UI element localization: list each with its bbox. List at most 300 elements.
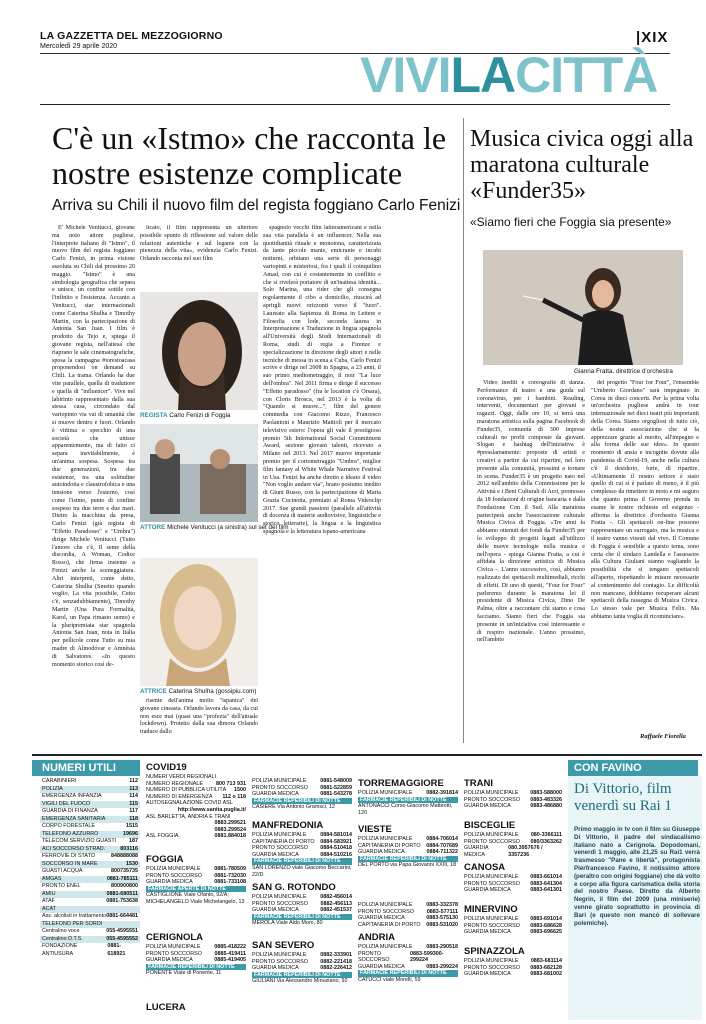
phone-number: 0881-543278 xyxy=(320,791,352,798)
numeri-utili-label: PRONTO ENEL xyxy=(42,883,81,889)
phone-label: GUARDIA MEDICA xyxy=(146,957,193,964)
phone-number: 0883.299524 xyxy=(214,826,246,833)
numeri-utili-row xyxy=(40,891,140,899)
side-column-2: del progetto "Four for Four", l'ensemble "Umberto Giordano" sarà impegnato in Corea in dieci concerti. Per la prima volta un'orchestra pugliese andrà in tour internazionale nei dieci teatri più importanti della Corea. Siamo orgogliosi di tutto ciò, della nostra associazione che si fa apprezzare grazie al merito, all'impegno e alla forma delle sue idee». In questo momento di ansia e incognite dovute alla pandemia di Covid-19, anche nella cultura c'è il desiderio, forte, di ripartire. «Ultimamente il nostro settore è stato quello di cui si è parlato di meno, è il più complesso da rimettere in moto e mi auguro che quanto prima il Governo prenda in esame le nostre richieste ed esigenze - afferma la direttrice d'orchestra Gianna Fratta -. Gli spettacoli on-line possono rappresentare un surrogato, ma la musica e il teatro vanno vissuti dal vivo. Il Comune di Foggia è sensibile a questo tema, sono certa che il sindaco Landella e l'assessore alla Cultura Giuliani stanno vagliando la possibilità che si tengano spettacoli all'aperto, rispettando le misure necessarie al contenimento del contagio. Le difficoltà non mancano, dobbiamo recuperare alcuni spettacoli della rassegna di Musica Civica. Lo stesso vale per Musica Felix. Ma abbiamo tanta voglia di ricominciare». xyxy=(591,380,699,620)
phone-row xyxy=(358,790,458,797)
phone-number: 0884-711322 xyxy=(426,849,458,856)
phone-row xyxy=(464,881,562,888)
film-set-icon xyxy=(140,424,258,522)
phone-number: 0883-531020 xyxy=(426,921,458,928)
phone-row xyxy=(464,916,562,923)
phone-number: 0883-290518 xyxy=(426,944,458,950)
phone-label: POLIZIA MUNICIPALE xyxy=(252,952,307,958)
city-name: MANFREDONIA xyxy=(252,820,324,831)
photo-actor-caption: ATTORE Michele Venitucci (a sinistra) sul set del film xyxy=(140,524,289,531)
numeri-utili-row xyxy=(40,868,140,876)
block-trani xyxy=(464,776,562,810)
numeri-utili-number: 848888088 xyxy=(111,853,138,859)
numeri-utili-number: 800735735 xyxy=(111,868,138,874)
pharmacy-address: ANTONACCI Corso Giacomo Matteotti, 120 xyxy=(358,803,453,816)
main-column-3: spagnolo vecchi film latinoamericani e nella sua vita parallela è un influencer. Nella sua quotidianità rituale e monotona, caratterizzata da tante piccole manie, emicranie e incubi notturni, orbitano una serie di personaggi variopinti e misteriosi, fra i quali il coinquilino Amad, con cui è costantemente in conflitto e che si rivelerà portatore di un'inattesa identità... Solo Marina, una rider che gli consegna regolarmente il cibo a domicilio, riuscirà ad aprirgli nuovi orizzonti verso il "fuori". Laureato alla Sapienza di Roma in Lettere e Filosofia con lode, seconda laurea in Interpretazione e Traduzione in lingua spagnola all'Università degli Studi Internazionali di Roma, studi di regia a Firenze e specializzazione in direzione degli attori e nelle tecniche di messa in scena a Cuba, Carlo Fenizi scrive e dirige nel 2008 in Spagna, a 23 anni, il suo primo mediometraggio, il noir "La luce dell'ombra". Nel 2011 firma e dirige il successo "Effetto paradosso" (fra le location c'è Orsara), con Cloris Brosca, nel 2013 è la volta di "Quando si muore...", film del genere commedia con Giacomo Rizzo, Francesco Paolantoni e Maurizio Mattioli per il mercato televisivo estero: l'opera gli vale il prestigioso premio 5th International Social Commitment Award, sezione giovani talenti, ricevuto a Milano nel 2013. Nel 2017 muove importante premio per il cortometraggio "Umbra", miglior film fantasy al White Whale Narrative Festival in Usa. Fenizi ha anche diretto e ideato il video "Non voglio andare via", brano postumo inedito di Giuni Russo, con la partecipazione di Maria Grazia Cucinotta, premiato al Roma Videoclip 2017. Sue grandi passioni (parallele all'attività di docenza di materie audiovisive, linguistiche e storico letterarie), la lingua e la linguistica spagnola e la letteratura ispano-americana xyxy=(263,225,381,536)
pharmacy-address: CASIERE Via Antonio Gramsci, 12 xyxy=(252,804,335,811)
confavino-body: Primo maggio in tv con il film su Giuseppe Di Vittorio, il padre del sindacalismo italiano nato a Cerignola. Dopodomani, venerdì 1 maggio, alle 21,25 su Rai1 verrà trasmesso "Pane e libertà", protagonista Pierfrancesco Favino, il notissimo attore (peraltro con origini foggiane) che dà volto e corpo alla figura carismatica della storia del nostro Paese. Diretto da Alberto Negrin, il film del 2009 (una miniserie) venne girato soprattutto in provincia di Bari (e questo non mancò di sollevare polemiche). xyxy=(574,826,700,927)
phone-row xyxy=(146,800,246,807)
confavino-label: CON FAVINO xyxy=(568,760,698,776)
pharmacy-address: CATUCCI viale Morelli, 59 xyxy=(358,976,421,983)
phone-label: GUARDIA MEDICA xyxy=(252,965,299,972)
main-column-2-bottom: risente dell'anima molto "ispanica" del giovane cineasta. Orlando lavora da casa, da cui non esce mai (quasi una "profezia" dell'attuale lockdown). Protetto dalla sua dimora Orlando traduce dallo xyxy=(140,698,258,736)
phone-row xyxy=(252,959,352,966)
masthead-title: LA GAZZETTA DEL MEZZOGIORNO xyxy=(40,30,223,42)
block-manfredonia xyxy=(252,818,352,878)
block-lucera-numbers xyxy=(252,778,352,811)
numeri-utili-number: 118 xyxy=(129,815,138,822)
photo-actress-caption: ATTRICE Caterina Shulha (gossipiu.com) xyxy=(140,688,257,695)
phone-label: PRONTO SOCCORSO xyxy=(358,950,390,964)
phone-label: CAPITANERIA DI PORTO xyxy=(252,838,315,845)
block-vieste-2 xyxy=(358,902,458,928)
phone-number: 080/3363262 xyxy=(530,838,562,845)
phone-number: 0882-451537 xyxy=(320,907,352,914)
phone-row xyxy=(146,951,246,958)
numeri-utili-label: POLIZIA xyxy=(42,785,63,792)
main-column-2-top: licato, il film rappresenta un ulteriore possibile spunto di riflessione sul valore delle relazioni autentiche e sul legame con la pienezza della vita», evidenzia Carlo Fenizi. Orlando racconta nel suo film xyxy=(140,225,258,263)
phone-label: PRONTO SOCCORSO xyxy=(464,796,520,803)
phone-row xyxy=(252,901,352,908)
numeri-utili-number: 055-4595552 xyxy=(106,935,138,942)
phone-number: 112 o 118 xyxy=(222,793,246,800)
phone-number: 0883-486880 xyxy=(530,803,562,810)
phone-row xyxy=(252,832,352,839)
numeri-utili-row xyxy=(40,838,140,846)
phone-number: 0882-456113 xyxy=(320,900,352,907)
block-san-giovanni xyxy=(252,880,352,927)
phone-row xyxy=(146,944,246,951)
city-name: SPINAZZOLA xyxy=(464,946,525,957)
phone-row xyxy=(252,852,352,859)
phone-row xyxy=(146,833,246,840)
phone-label: POLIZIA MUNICIPALE xyxy=(464,832,519,838)
phone-label: POLIZIA MUNICIPALE xyxy=(252,832,307,838)
phone-row xyxy=(252,952,352,959)
phone-number: 0883-599300-299224 xyxy=(410,950,444,964)
photo-director xyxy=(140,292,258,410)
numeri-utili-label: ACAT xyxy=(42,905,56,912)
phone-row xyxy=(358,922,458,929)
confavino-title: Di Vittorio, film venerdì su Rai 1 xyxy=(574,781,672,814)
phone-label: POLIZIA MUNICIPALE xyxy=(464,916,519,922)
main-subhead: Arriva su Chili il nuovo film del regista foggiano Carlo Fenizi xyxy=(52,197,461,214)
phone-number: 0883-641304 xyxy=(530,880,562,887)
phone-row xyxy=(464,839,562,846)
block-canosa xyxy=(464,860,562,894)
numeri-utili-row xyxy=(40,861,140,869)
phone-number: 0885-419405 xyxy=(214,957,246,964)
phone-row xyxy=(252,965,352,972)
numeri-utili-number: 0881-618921 xyxy=(107,943,126,957)
phone-label: POLIZIA MUNICIPALE xyxy=(358,790,413,796)
phone-row xyxy=(146,787,246,794)
phone-row xyxy=(358,944,458,951)
phone-row xyxy=(146,957,246,964)
phone-row xyxy=(358,964,458,971)
numeri-utili-number: 113 xyxy=(129,785,138,792)
numeri-utili-number: 055-4595551 xyxy=(106,928,138,934)
phone-label: PRONTO SOCCORSO xyxy=(252,845,308,852)
utilities-rule xyxy=(32,754,702,756)
photo-director-caption: REGISTA Carlo Fenizi di Foggia xyxy=(140,412,231,419)
block-bisceglie xyxy=(464,818,562,858)
main-headline: C'è un «Istmo» che racconta le nostre esistenze complicate xyxy=(52,120,447,191)
block-spinazzola xyxy=(464,944,562,978)
phone-number: 0883-332378 xyxy=(426,902,458,908)
numeri-utili-row xyxy=(40,853,140,861)
numeri-utili-number: 187 xyxy=(129,838,138,844)
phone-number: 0885-419411 xyxy=(214,950,246,957)
phone-row xyxy=(358,843,458,850)
phone-number: 0881-780509 xyxy=(214,866,246,872)
numeri-utili-row xyxy=(40,816,140,824)
numeri-utili-label: VIGILI DEL FUOCO xyxy=(42,800,91,807)
phone-row xyxy=(146,879,246,886)
city-name: SAN G. ROTONDO xyxy=(252,882,336,893)
page-number: |XIX xyxy=(636,29,669,46)
phone-number: 0884-583921 xyxy=(320,838,352,845)
numeri-utili-row xyxy=(40,898,140,906)
pharmacy-header: FARMACIE REPERIBILI DI NOTTE xyxy=(252,972,352,979)
phone-label: GUARDIA MEDICA xyxy=(358,963,405,970)
city-name: CANOSA xyxy=(464,862,506,873)
numeri-utili-number: 112 xyxy=(129,778,138,784)
phone-label: NUMERI VERDI REGIONALI xyxy=(146,774,217,780)
city-name: TRANI xyxy=(464,778,494,789)
phone-number: 0883-575130 xyxy=(426,915,458,922)
side-subhead: «Siamo fieri che Foggia sia presente» xyxy=(470,215,672,229)
phone-label: GUARDIA MEDICA xyxy=(464,845,489,858)
city-name: MINERVINO xyxy=(464,904,518,915)
phone-label: NUMERO DI EMERGENZA xyxy=(146,793,213,800)
numeri-utili-number: 117 xyxy=(129,808,138,814)
phone-label: GUARDIA MEDICA xyxy=(358,915,405,922)
block-torremaggiore xyxy=(358,776,458,816)
phone-label: PRONTO SOCCORSO xyxy=(252,900,308,907)
pharmacy-header: FARMACIE APERTE DI NOTTE xyxy=(146,886,246,893)
phone-number: 0881-548009 xyxy=(320,778,352,784)
phone-number: http://www.sanita.puglia.it/ xyxy=(177,806,246,813)
phone-number: 0884-707689 xyxy=(426,842,458,849)
pharmacy-header: FARMACIE REPERIBILI DI NOTTE xyxy=(252,914,352,921)
numeri-utili-row xyxy=(40,928,140,936)
photo-actor xyxy=(140,424,258,522)
numeri-utili-row xyxy=(40,778,140,786)
phone-row xyxy=(464,929,562,936)
phone-label: AUTOSEGNALAZIONE COVID ASL xyxy=(146,800,233,807)
phone-label: POLIZIA MUNICIPALE xyxy=(464,958,519,964)
phone-row xyxy=(146,873,246,880)
city-name: VIESTE xyxy=(358,824,392,835)
phone-number: 0882-221418 xyxy=(320,958,352,965)
phone-label: POLIZIA MUNICIPALE xyxy=(358,836,413,842)
phone-number: 0883-661014 xyxy=(530,874,562,880)
phone-label: POLIZIA MUNICIPALE xyxy=(252,894,307,900)
city-name: CERIGNOLA xyxy=(146,932,203,943)
phone-row xyxy=(464,790,562,797)
phone-number: 0883-299224 xyxy=(426,963,458,970)
numeri-utili-label: CORPO FORESTALE xyxy=(42,823,95,829)
phone-label: PRONTO SOCCORSO xyxy=(252,958,308,965)
phone-row xyxy=(252,791,352,798)
masthead-date: Mercoledì 29 aprile 2020 xyxy=(40,43,118,50)
phone-row xyxy=(464,874,562,881)
phone-label: CAPITANERIA DI PORTO xyxy=(358,842,421,849)
numeri-utili-label: FONDAZIONE ANTIUSURA xyxy=(42,943,78,957)
numeri-utili-number: 0881-753638 xyxy=(106,898,138,904)
numeri-utili-row xyxy=(40,793,140,801)
numeri-utili-row xyxy=(40,883,140,891)
phone-row xyxy=(358,902,458,909)
phone-number: 1500 xyxy=(234,787,246,794)
phone-number: 0881-522859 xyxy=(320,784,352,791)
phone-number: 0883-641301 xyxy=(530,887,562,894)
phone-number: 0884-706014 xyxy=(426,836,458,842)
block-cerignola xyxy=(146,930,246,977)
phone-label: PRONTO SOCCORSO xyxy=(464,880,520,887)
pharmacy-address: PONENTE Viale di Ponente, 11 xyxy=(146,970,222,977)
numeri-utili-list xyxy=(40,778,140,957)
city-name: COVID19 xyxy=(146,762,187,773)
phone-number: 0883-588000 xyxy=(530,790,562,796)
numeri-utili-label: TELECOM SERVIZIO GUASTI xyxy=(42,838,117,844)
numeri-utili-row xyxy=(40,921,140,929)
block-andria xyxy=(358,930,458,984)
phone-row xyxy=(464,797,562,804)
phone-label: GUARDIA MEDICA xyxy=(252,851,299,858)
phone-row xyxy=(146,866,246,873)
phone-label: PRONTO SOCCORSO xyxy=(252,784,308,791)
phone-label: POLIZIA MUNICIPALE xyxy=(146,866,201,872)
numeri-utili-label: Centralino voce xyxy=(42,928,80,934)
phone-row xyxy=(252,839,352,846)
numeri-utili-row xyxy=(40,801,140,809)
phone-row xyxy=(146,774,246,781)
phone-row xyxy=(464,923,562,930)
phone-label: GUARDIA MEDICA xyxy=(464,929,511,936)
side-headline: Musica civica oggi alla maratona culturale «Funder35» xyxy=(470,126,694,204)
block-minervino xyxy=(464,902,562,936)
phone-number: 080.3957676 / 3357236 xyxy=(508,845,543,858)
numeri-utili-row xyxy=(40,808,140,816)
phone-number: 0883.299521 xyxy=(214,820,246,827)
numeri-utili-number: 114 xyxy=(129,793,138,799)
phone-label: PRONTO SOCCORSO xyxy=(464,964,520,971)
numeri-utili-number: 19696 xyxy=(123,830,138,837)
phone-label: GUARDIA MEDICA xyxy=(146,879,193,886)
pharmacy-header: FARMACIE REPERIBILI DI NOTTE xyxy=(358,856,458,863)
phone-label: ASL BARLETTA, ANDRIA E TRANI xyxy=(146,813,231,820)
city-name: TORREMAGGIORE xyxy=(358,778,444,789)
phone-row xyxy=(464,887,562,894)
numeri-utili-row xyxy=(40,786,140,794)
block-lucera xyxy=(146,1000,246,1014)
phone-label: POLIZIA MUNICIPALE xyxy=(146,944,201,950)
phone-number: 0884-510216 xyxy=(320,851,352,858)
city-name: SAN SEVERO xyxy=(252,940,315,951)
photo-conductor xyxy=(483,250,683,365)
section-title: VIVILACITTÀ xyxy=(360,47,658,103)
pharmacy-header: FARMACIE REPERIBILI DI NOTTE xyxy=(252,798,352,805)
numeri-utili-number: 803116 xyxy=(120,845,138,852)
numeri-utili-number: 800900800 xyxy=(111,883,138,889)
phone-row xyxy=(358,915,458,922)
director-portrait-icon xyxy=(140,292,258,410)
numeri-utili-label: Ass. alcolisti in trattamento xyxy=(42,913,107,919)
phone-number: 0881.884018 xyxy=(214,833,246,840)
phone-label: PRONTO SOCCORSO xyxy=(146,872,202,879)
phone-number: 0884-510418 xyxy=(320,845,352,852)
numeri-utili-label: FERROVIE DI STATO xyxy=(42,853,96,859)
phone-number: 0883-681002 xyxy=(530,971,562,978)
main-column-1: E' Michele Venitucci, giovane ma noto attore pugliese, l'interprete italiano di "Istmo", il nuovo film del regista foggiano Carlo Fenizi, in prima visione assoluta su Chili dal prossimo 20 maggio. "Istmo" è una simbologia geografica che separa e unisce, un confine sottile con l'infinito e l'esistenza. Accanto a Venitucci, star internazionali come Caterina Shulha e Timothy Martin, con la partecipazione di Antonia San Juan. I film è prodotto da Tejo e, spiega il giovane regista, nell'attesa che riaprano le sale cinematografiche, sposa la campagna #iorestoacasa proponendosi on demand su Chili. La trama. Orlando ha due vite parallele, quella di traduttore e quella di "influencer". Vive nel labirinto rappresentato dalla sua stessa casa, circondato dal variopinto via vai di umanità che si muove dentro e fuori. Orlando è vittima e specchio di una società che unisce apparentemente, ma di fatto ci separa inevitabilmente, è un'anima sospesa. Sospesa tra due generazioni, tra due esistenze, tra una solitudine autoindotta e claustrofobica e una tensione verso l'esterno, così come l'istmo, punto di confine sospeso tra due terre e due mari. Dietro la macchina da presa, Carlo Fenizi (già regista di "Effetto Paradosso" e "Umbra") dirige Michele Venitucci (Tutto l'amore che c'è, Il seme della discordia, A Woman, Codice Rosso), che firma insieme a Fenizi anche la sceneggiatura. Altri interpreti, come detto, Caterina Shulha (Smetto quando voglio, La vita possibile, Cetto c'è, senzadubbiamente), Timothy Martin (Una Pura Formalità, Karol, un Papa rimasto uomo) e la pluripremiata star spagnola Antonia San Juan, nota in Italia per pellicole come Tutto su mia madre di Almodóvar e Amnèsia di Salvatores. «In questo momento storico così de- xyxy=(52,225,135,668)
pharmacy-address: MEROLA Viale Aldo Moro, 80 xyxy=(252,920,323,927)
city-name: BISCEGLIE xyxy=(464,820,516,831)
city-name: ANDRIA xyxy=(358,932,395,943)
phone-number: 800 713 931 xyxy=(216,780,246,787)
phone-row xyxy=(146,820,246,827)
phone-label: PRONTO SOCCORSO xyxy=(464,838,520,845)
numeri-utili-row xyxy=(40,943,140,957)
pharmacy-header: FARMACIE REPERIBILI DI NOTTE xyxy=(252,858,352,865)
numeri-utili-row xyxy=(40,876,140,884)
phone-row xyxy=(252,894,352,901)
phone-row xyxy=(358,909,458,916)
block-foggia xyxy=(146,852,246,906)
phone-row xyxy=(252,778,352,785)
conductor-icon xyxy=(483,250,683,365)
phone-label: GUARDIA MEDICA xyxy=(464,887,511,894)
phone-label: POLIZIA MUNICIPALE xyxy=(464,874,519,880)
phone-number: 0881-732030 xyxy=(214,872,246,879)
phone-label: NUMERO DI PUBBLICA UTILITÀ xyxy=(146,787,227,794)
numeri-utili-number: 1530 xyxy=(126,860,138,867)
phone-row xyxy=(252,785,352,792)
phone-number: 0883-686628 xyxy=(530,922,562,929)
phone-label: GUARDIA MEDICA xyxy=(252,907,299,914)
photo-actress xyxy=(140,558,258,686)
numeri-utili-label: TELEFONO PER SORDI xyxy=(42,920,103,927)
block-covid xyxy=(146,760,246,840)
numeri-utili-label: EMERGENZA INFANZIA xyxy=(42,793,102,799)
phone-number: 0883-483326 xyxy=(530,796,562,803)
phone-label: PRONTO SOCCORSO xyxy=(464,922,520,929)
phone-label: ASL FOGGIA xyxy=(146,833,179,840)
phone-number: 0885-418222 xyxy=(214,944,246,950)
phone-row xyxy=(146,807,246,814)
numeri-utili-number: 0881-664481 xyxy=(106,913,138,919)
actress-portrait-icon xyxy=(140,558,258,686)
numeri-utili-number: 1515 xyxy=(126,823,138,829)
phone-label: NUMERO REGIONALE xyxy=(146,780,203,787)
numeri-utili-label: SOCCORSO IN MARE xyxy=(42,860,98,867)
phone-number: 0883-577111 xyxy=(426,908,458,915)
side-column-1: Video inediti e coreografie di danza. Performance di teatro e una guida sul coronavirus, per i bambini. Reading, interventi, documentari per giovani e ragazzi. Oggi, dalle ore 10, si terrà una maratona artistica sulla pagina Facebook di Funder35, comunità di 300 imprese culturali no profit composte da giovani. Slogan e hashtag dell'iniziativa è #presslamamente: proposte di artisti e creativi a partire da cui ripartire, nel loro presente alla comunità, prossimi a tornare in scena. Funder35 è un progetto nato nel 2012 nell'ambito della Commissione per le Attività e i Beni Culturali di Acri, promosso da 18 fondazioni di origine bancaria e dalla Fondazione Con il Sud. Alla maratona parteciperà anche l'associazione culturale Musica Civica di Foggia. «Tre anni fa abbiamo ottenuti dei fondi da Funder35 per lo sviluppo di progetti legati all'utilizzo delle nuove tecnologie nella musica e nell'opera - spiega Gianna Fratta, a cui è affidata la direzione artistica di Musica Civica -. L'anno successivo, così, abbiamo realizzato dei spettacoli multimediali, ricchi di effetti. Di uno di questi, "Four for Four" parleremo durante la maratona lei il presidente di Musica Civica, Dino De Palma, oltre a raccontare chi siamo e cosa facciamo. Siamo fieri che Foggia sia presente in un'iniziativa così interessante e di respiro nazionale. L'anno prossimo, nell'ambito xyxy=(477,380,585,644)
numeri-utili-number: 0881-785111 xyxy=(106,875,138,882)
block-vieste xyxy=(358,822,458,869)
phone-label: GUARDIA MEDICA xyxy=(252,791,299,798)
pharmacy-address: DEL PORTO via Papa Giovanni XXIII, 18 xyxy=(358,862,457,869)
phone-number: 0883-696625 xyxy=(530,929,562,936)
phone-number: 0884-581014 xyxy=(320,832,352,838)
numeri-utili-label: GUARDIA DI FINANZA xyxy=(42,808,98,814)
phone-row xyxy=(464,971,562,978)
numeri-utili-label: ACI SOCCORSO STRAD. xyxy=(42,845,106,852)
numeri-utili-row xyxy=(40,823,140,831)
phone-number: 0882-391814 xyxy=(426,790,458,796)
phone-number: 0883-691014 xyxy=(530,916,562,922)
block-san-severo xyxy=(252,938,352,985)
phone-row xyxy=(146,794,246,801)
phone-label: POLIZIA MUNICIPALE xyxy=(358,902,413,908)
phone-row xyxy=(146,827,246,834)
phone-label: GUARDIA MEDICA xyxy=(464,971,511,978)
phone-row xyxy=(464,832,562,839)
phone-number: 0882-226412 xyxy=(320,965,352,972)
numeri-utili-row xyxy=(40,913,140,921)
phone-number: 0881-733108 xyxy=(214,879,246,886)
phone-label: CAPITANERIA DI PORTO xyxy=(358,921,421,928)
numeri-utili-label: ATAF xyxy=(42,898,55,904)
phone-number: 0882-456014 xyxy=(320,894,352,900)
phone-row xyxy=(464,965,562,972)
phone-number: 0883-682128 xyxy=(530,964,562,971)
phone-label: PRONTO SOCCORSO xyxy=(358,908,414,915)
phone-row xyxy=(464,803,562,810)
phone-label: POLIZIA MUNICIPALE xyxy=(358,944,413,950)
phone-row xyxy=(464,845,562,858)
phone-label: GUARDIA MEDICA xyxy=(358,849,405,856)
phone-label: POLIZIA MUNICIPALE xyxy=(464,790,519,796)
phone-row xyxy=(252,907,352,914)
phone-number: 0883-681114 xyxy=(530,958,562,964)
numeri-utili-title: NUMERI UTILI xyxy=(32,760,140,776)
pharmacy-header: FARMACIE REPERIBILI DI NOTTE xyxy=(358,970,458,977)
phone-row xyxy=(146,814,246,821)
phone-row xyxy=(464,958,562,965)
phone-number: 080-3366111 xyxy=(530,832,562,838)
numeri-utili-row xyxy=(40,846,140,854)
pharmacy-address: SAN LORENZO viale Giacomo Beccarini, 22/D xyxy=(252,864,352,878)
numeri-utili-label: CARABINIERI xyxy=(42,778,77,784)
numeri-utili-number: 0881-680511 xyxy=(106,890,138,897)
numeri-utili-label: AMGAS xyxy=(42,875,62,882)
pharmacy-address: GIULIANI Via Alessandro Minuziano, 92 xyxy=(252,978,348,985)
city-name: FOGGIA xyxy=(146,854,184,865)
numeri-utili-label: Centralino D.T.S. xyxy=(42,935,83,942)
pharmacy-header: FARMACIE REPERIBILI DI NOTTE xyxy=(358,797,458,804)
side-author: Raffaele Fiorella xyxy=(640,733,686,740)
numeri-utili-row xyxy=(40,906,140,914)
phone-number: 0882-333901 xyxy=(320,952,352,958)
numeri-utili-label: EMERGENZA SANITARIA xyxy=(42,815,106,822)
phone-label: GUARDIA MEDICA xyxy=(464,803,511,810)
phone-row xyxy=(358,836,458,843)
phone-row xyxy=(358,849,458,856)
column-divider xyxy=(463,118,464,743)
numeri-utili-row xyxy=(40,831,140,839)
section-rule xyxy=(40,104,670,105)
city-name: LUCERA xyxy=(146,1002,186,1013)
phone-label: POLIZIA MUNICIPALE xyxy=(252,778,307,784)
pharmacy-header: FARMACIE REPERIBILI DI NOTTE xyxy=(146,964,246,971)
